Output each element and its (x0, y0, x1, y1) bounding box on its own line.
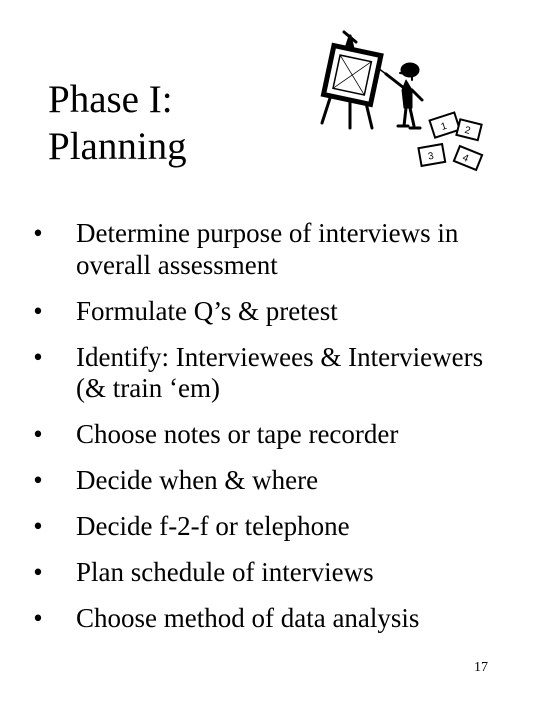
svg-text:3: 3 (427, 150, 435, 163)
bullet-symbol: • (33, 295, 43, 326)
list-item (28, 218, 518, 281)
bullet-text: Choose notes or tape recorder (76, 419, 399, 449)
bullet-text: Determine purpose of interviews in overall assessment (76, 218, 459, 280)
bullet-symbol: • (33, 603, 43, 633)
bullet-symbol: • (33, 341, 43, 372)
bullet-text: Choose method of data analysis (76, 603, 420, 633)
svg-text:2: 2 (463, 124, 472, 137)
title-line-1: Phase I: (48, 78, 173, 121)
bullet-text: Decide f-2-f or telephone (76, 511, 350, 541)
list-item (28, 557, 518, 589)
bullet-symbol: • (33, 419, 43, 449)
bullet-list (28, 218, 518, 649)
bullet-text: Plan schedule of interviews (76, 557, 374, 587)
bullet-text: Decide when & where (76, 465, 319, 495)
list-item (28, 419, 518, 451)
svg-text:1: 1 (439, 120, 449, 133)
bullet-symbol: • (33, 511, 43, 541)
bullet-text: Identify: Interviewees & Interviewers (& train ‘em) (76, 341, 484, 403)
bullet-text: Formulate Q’s & pretest (76, 295, 338, 326)
title-line-2: Planning (48, 125, 187, 168)
artist-at-easel-icon (300, 28, 500, 178)
list-item (28, 603, 518, 635)
list-item (28, 465, 518, 497)
slide-title (48, 76, 187, 170)
bullet-symbol: • (33, 465, 43, 495)
list-item (28, 342, 518, 405)
bullet-symbol: • (33, 557, 43, 587)
page-number: 17 (474, 660, 488, 675)
list-item (28, 296, 518, 328)
list-item (28, 511, 518, 543)
bullet-symbol: • (33, 218, 43, 248)
svg-text:4: 4 (460, 152, 471, 165)
